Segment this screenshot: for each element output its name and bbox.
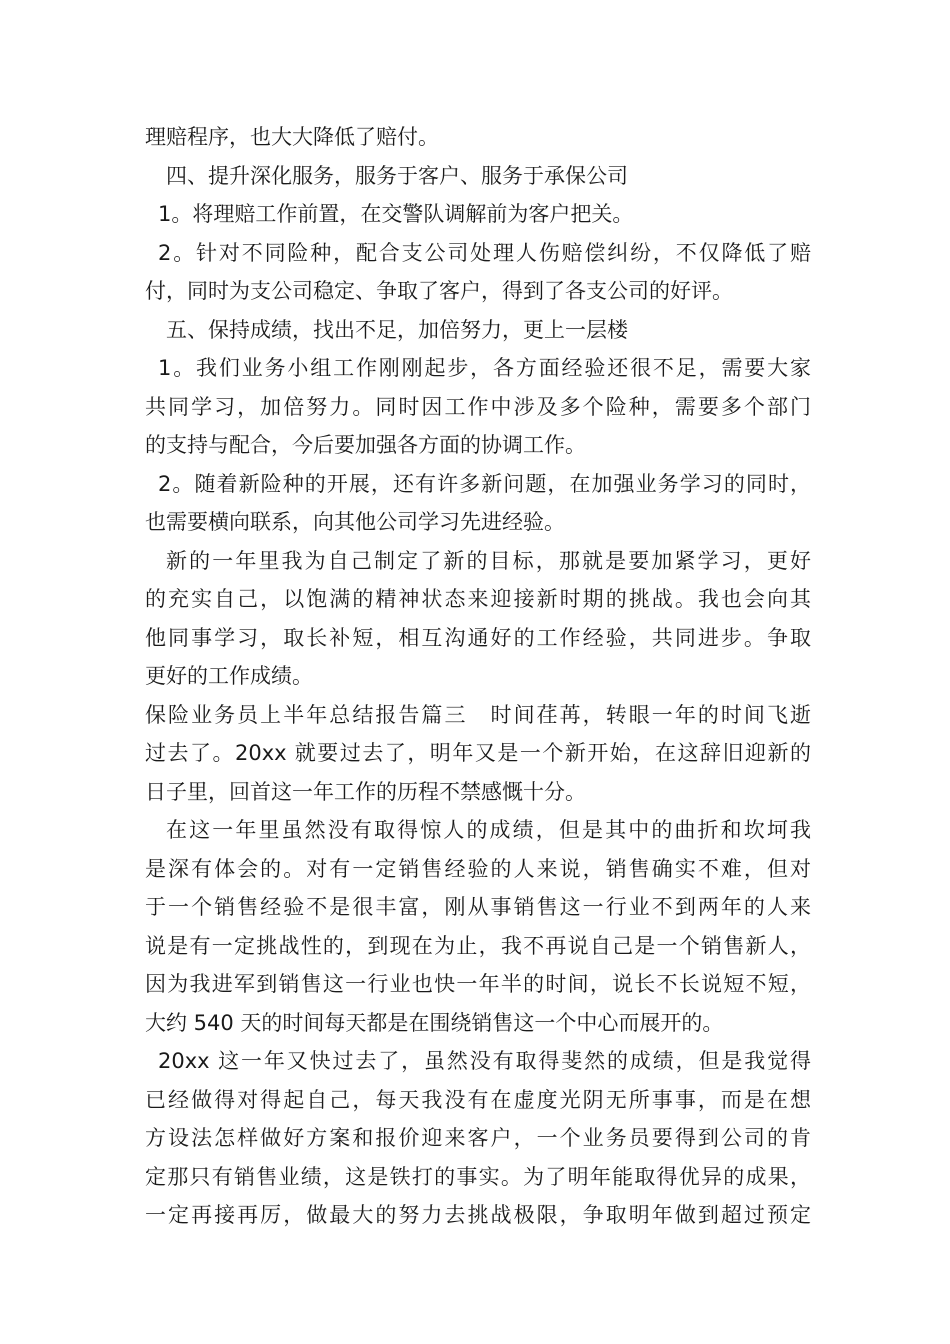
text-line: 大约 540 天的时间每天都是在围绕销售这一个中心而展开的。 bbox=[145, 1010, 724, 1035]
text-line: 共同学习，加倍努力。同时因工作中涉及多个险种，需要多个部门 bbox=[145, 394, 811, 419]
text-line: 是深有体会的。对有一定销售经验的人来说，销售确实不难，但对 bbox=[145, 856, 811, 881]
document-body bbox=[145, 118, 811, 1235]
text-line: 2。随着新险种的开展，还有许多新问题，在加强业务学习的同时， bbox=[158, 471, 811, 496]
text-line: 付，同时为支公司稳定、争取了客户，得到了各支公司的好评。 bbox=[145, 279, 733, 303]
text-line: 定那只有销售业绩，这是铁打的事实。为了明年能取得优异的成果， bbox=[145, 1164, 811, 1189]
text-line: 保险业务员上半年总结报告篇三 时间荏苒，转眼一年的时间飞逝 bbox=[145, 702, 811, 727]
text-line: 的支持与配合，今后要加强各方面的协调工作。 bbox=[145, 433, 586, 457]
text-line: 理赔程序，也大大降低了赔付。 bbox=[145, 125, 439, 149]
text-line: 的充实自己，以饱满的精神状态来迎接新时期的挑战。我也会向其 bbox=[145, 587, 811, 611]
text-line: 在这一年里虽然没有取得惊人的成绩，但是其中的曲折和坎坷我 bbox=[166, 818, 811, 842]
text-line: 也需要横向联系，向其他公司学习先进经验。 bbox=[145, 510, 565, 534]
text-line: 更好的工作成绩。 bbox=[145, 664, 313, 688]
text-line: 1。将理赔工作前置，在交警队调解前为客户把关。 bbox=[158, 202, 634, 226]
text-line: 五、保持成绩，找出不足，加倍努力，更上一层楼 bbox=[166, 317, 628, 342]
text-line: 他同事学习，取长补短，相互沟通好的工作经验，共同进步。争取 bbox=[145, 625, 811, 650]
text-line: 2。针对不同险种，配合支公司处理人伤赔偿纠纷，不仅降低了赔 bbox=[158, 240, 811, 265]
text-line: 1。我们业务小组工作刚刚起步，各方面经验还很不足，需要大家 bbox=[158, 356, 811, 380]
text-line: 一定再接再厉，做最大的努力去挑战极限，争取明年做到超过预定 bbox=[145, 1203, 811, 1227]
text-line: 于一个销售经验不是很丰富，刚从事销售这一行业不到两年的人来 bbox=[145, 895, 811, 919]
text-line: 说是有一定挑战性的，到现在为止，我不再说自己是一个销售新人， bbox=[145, 933, 811, 958]
text-line: 方设法怎样做好方案和报价迎来客户，一个业务员要得到公司的肯 bbox=[145, 1126, 811, 1150]
text-line: 新的一年里我为自己制定了新的目标，那就是要加紧学习，更好 bbox=[166, 548, 811, 573]
text-line: 20xx 这一年又快过去了，虽然没有取得斐然的成绩，但是我觉得 bbox=[158, 1049, 811, 1073]
text-line: 已经做得对得起自己，每天我没有在虚度光阴无所事事，而是在想 bbox=[145, 1087, 811, 1112]
text-line: 日子里，回首这一年工作的历程不禁感慨十分。 bbox=[145, 779, 586, 804]
text-line: 过去了。20xx 就要过去了，明年又是一个新开始，在这辞旧迎新的 bbox=[145, 741, 811, 765]
text-line: 因为我进军到销售这一行业也快一年半的时间，说长不长说短不短， bbox=[145, 972, 811, 996]
text-line: 四、提升深化服务，服务于客户、服务于承保公司 bbox=[166, 163, 628, 188]
